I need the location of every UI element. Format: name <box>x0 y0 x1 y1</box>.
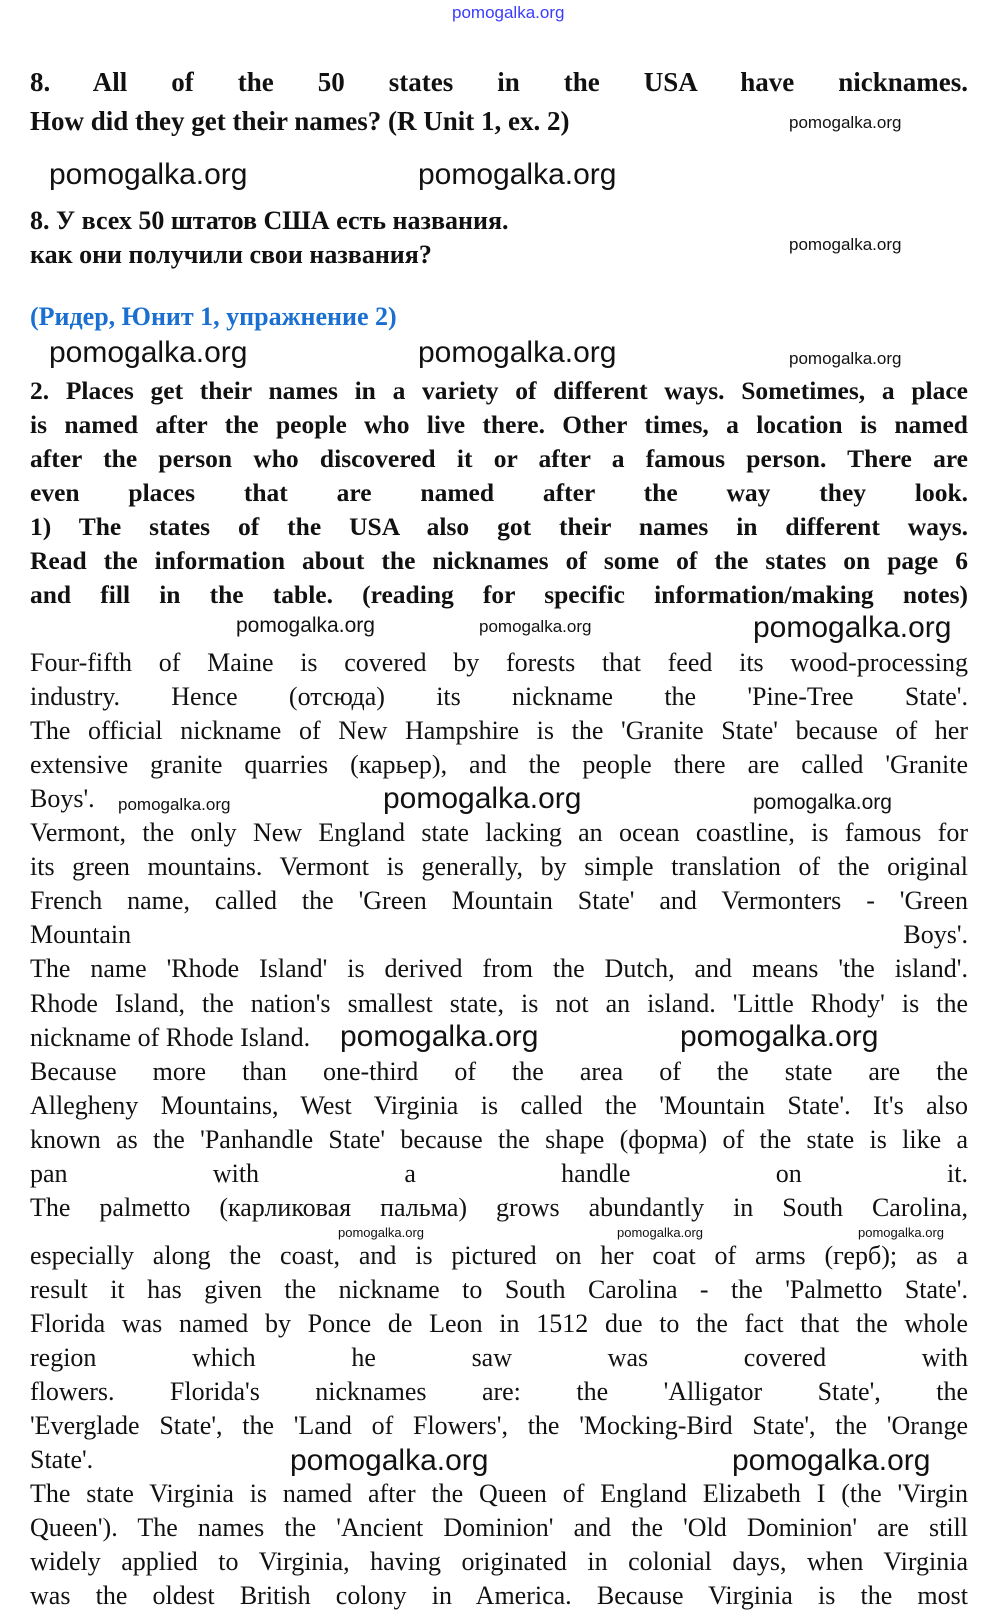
text-line: industry. Hence (отсюда) its nickname the 'Pine-Tree State'. <box>30 682 968 711</box>
watermark: pomogalka.org <box>49 158 248 191</box>
watermark: pomogalka.org <box>732 1444 931 1477</box>
ru-reader-reference: (Ридер, Юнит 1, упражнение 2) <box>30 302 397 331</box>
watermark: pomogalka.org <box>858 1225 944 1240</box>
text-line: pan with a handle on it. <box>30 1159 968 1188</box>
text-line: Because more than one-third of the area of the state are the <box>30 1057 968 1086</box>
text-line: The name 'Rhode Island' is derived from the Dutch, and means 'the island'. <box>30 954 968 983</box>
text-line: especially along the coast, and is pictured on her coat of arms (герб); as a <box>30 1241 968 1270</box>
text-line: Allegheny Mountains, West Virginia is called the 'Mountain State'. It's also <box>30 1091 968 1120</box>
text-line: Four-fifth of Maine is covered by forests that feed its wood-processing <box>30 648 968 677</box>
text-line: The palmetto (карликовая пальма) grows abundantly in South Carolina, <box>30 1193 968 1222</box>
text-line: Rhode Island, the nation's smallest state, is not an island. 'Little Rhody' is the <box>30 989 968 1018</box>
watermark: pomogalka.org <box>49 336 248 369</box>
instruction-line: is named after the people who live there. Other times, a location is named <box>30 410 968 439</box>
task-title-line-2: How did they get their names? (R Unit 1, ex. 2) <box>30 106 570 136</box>
instruction-line: 2. Places get their names in a variety of different ways. Sometimes, a place <box>30 376 968 405</box>
text-line: French name, called the 'Green Mountain State' and Vermonters - 'Green <box>30 886 968 915</box>
watermark: pomogalka.org <box>338 1225 424 1240</box>
text-line: The state Virginia is named after the Queen of England Elizabeth I (the 'Virgin <box>30 1479 968 1508</box>
text-line: flowers. Florida's nicknames are: the 'Alligator State', the <box>30 1377 968 1406</box>
instruction-line: Read the information about the nicknames of some of the states on page 6 <box>30 546 968 575</box>
task-title-line-1: 8. All of the 50 states in the USA have nicknames. <box>30 67 968 97</box>
watermark: pomogalka.org <box>617 1225 703 1240</box>
watermark: pomogalka.org <box>753 791 892 814</box>
watermark: pomogalka.org <box>340 1020 539 1053</box>
text-line: was the oldest British colony in America. Because Virginia is the most <box>30 1581 968 1610</box>
text-line: result it has given the nickname to South Carolina - the 'Palmetto State'. <box>30 1275 968 1304</box>
ru-title-line-2: как они получили свои названия? <box>30 240 432 269</box>
watermark: pomogalka.org <box>418 336 617 369</box>
text-line: known as the 'Panhandle State' because the shape (форма) of the state is like a <box>30 1125 968 1154</box>
instruction-line: even places that are named after the way they look. <box>30 478 968 507</box>
instruction-line: and fill in the table. (reading for specific information/making notes) <box>30 580 968 609</box>
text-line: Queen'). The names the 'Ancient Dominion' and the 'Old Dominion' are still <box>30 1513 968 1542</box>
text-line: its green mountains. Vermont is generally, by simple translation of the original <box>30 852 968 881</box>
text-line: The official nickname of New Hampshire is the 'Granite State' because of her <box>30 716 968 745</box>
watermark: pomogalka.org <box>383 782 582 815</box>
watermark: pomogalka.org <box>789 235 902 254</box>
watermark: pomogalka.org <box>418 158 617 191</box>
header-watermark: pomogalka.org <box>452 3 565 22</box>
text-line: widely applied to Virginia, having originated in colonial days, when Virginia <box>30 1547 968 1576</box>
text-line: Vermont, the only New England state lacking an ocean coastline, is famous for <box>30 818 968 847</box>
watermark: pomogalka.org <box>680 1020 879 1053</box>
text-line: State'. <box>30 1445 94 1474</box>
text-line: Florida was named by Ponce de Leon in 1512 due to the fact that the whole <box>30 1309 968 1338</box>
instruction-line: 1) The states of the USA also got their names in different ways. <box>30 512 968 541</box>
watermark: pomogalka.org <box>789 349 902 368</box>
text-line: nickname of Rhode Island. <box>30 1023 311 1052</box>
ru-title-line-1: 8. У всех 50 штатов США есть названия. <box>30 206 509 235</box>
text-line: Mountain Boys'. <box>30 920 968 949</box>
watermark: pomogalka.org <box>753 611 952 644</box>
text-line: extensive granite quarries (карьер), and the people there are called 'Granite <box>30 750 968 779</box>
text-line: 'Everglade State', the 'Land of Flowers', the 'Mocking-Bird State', the 'Orange <box>30 1411 968 1440</box>
text-line: Boys'. <box>30 784 95 813</box>
watermark: pomogalka.org <box>290 1444 489 1477</box>
instruction-line: after the person who discovered it or after a famous person. There are <box>30 444 968 473</box>
text-line: region which he saw was covered with <box>30 1343 968 1372</box>
watermark: pomogalka.org <box>789 113 902 132</box>
watermark: pomogalka.org <box>118 795 231 814</box>
watermark: pomogalka.org <box>479 617 592 636</box>
watermark: pomogalka.org <box>236 614 375 637</box>
